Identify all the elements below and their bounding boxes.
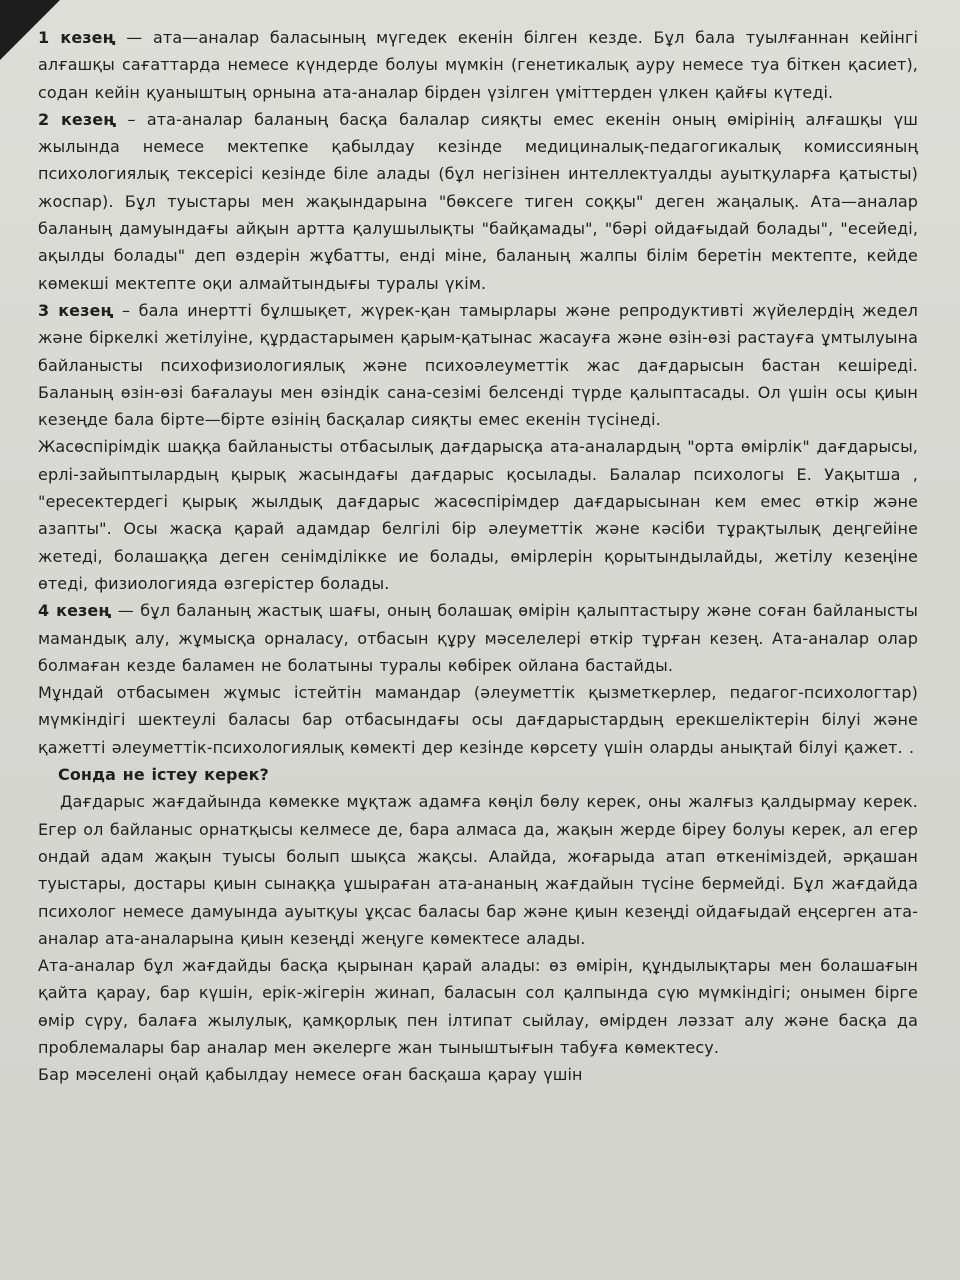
stage-4-text: — бұл баланың жастық шағы, оның болашақ өмірін қалыптастыру және соған байланысты мамандық алу, жұмысқа орналасу, отбасын құру мәселелері өткір тұрған кезең. Ата-аналар олар болмаған кезде баламен не болатыны туралы көбірек ойлана бастайды. bbox=[38, 601, 919, 675]
paragraph-stage-3 bbox=[38, 297, 918, 433]
paragraph-specialists: Мұндай отбасымен жұмыс істейтін мамандар (әлеуметтік қызметкерлер, педагог-психологтар) мүмкіндігі шектеулі баласы бар отбасындағы осы дағдарыстардың ерекшеліктерін білуі және қажетті әлеуметтік-психологиялық көмекті дер кезінде көрсету үшін оларды анықтай білуі қажет. . bbox=[38, 683, 918, 757]
paragraph-crisis-help: Дағдарыс жағдайында көмекке мұқтаж адамға көңіл бөлу керек, оны жалғыз қалдырмау керек. Егер ол байланыс орнатқысы келмесе де, бара алмаса да, жақын жерде біреу болуы керек, ал егер ондай адам жақын туысы болып шықса жақсы. Алайда, жоғарыда атап өткеніміздей, әрқашан туыстары, достары қиын сынаққа ұшыраған ата-ананың жағдайын түсіне бермейді. Бұл жағдайда психолог немесе дамуында ауытқуы ұқсас баласы бар және қиын кезеңді ойдағыдай еңсерген ата-аналар ата-аналарына қиын кезеңді жеңуге көмектесе алады. bbox=[38, 792, 918, 948]
paragraph-stage-2 bbox=[38, 106, 918, 297]
paragraph-parents-view: Ата-аналар бұл жағдайды басқа қырынан қарай алады: өз өмірін, құндылықтары мен болашағын қайта қарау, бар күшін, ерік-жігерін жинап, баласын сол қалпында сүю мүмкіндігі; онымен бірге өмір сүру, балаға жылулық, қамқорлық пен ілтипат сыйлау, өмірден ләззат алу және басқа да проблемалары бар аналар мен әкелерге жан тыныштығын табуға көмектесу. bbox=[38, 956, 918, 1057]
section-heading: Сонда не істеу керек? bbox=[58, 765, 269, 785]
paragraph-teen-crisis: Жасөспірімдік шаққа байланысты отбасылық дағдарысқа ата-аналардың "орта өмірлік" дағдарысы, ерлі-зайыптылардың қырық жасындағы дағдарыс қосылады. Балалар психологы Е. Уақытша , "ересектердегі қырық жылдық дағдарыс жасөспірімдер дағдарысынан кем емес өткір және азапты". Осы жасқа қарай адамдар белгілі бір әлеуметтік және кәсіби тұрақтылық деңгейіне жетеді, болашаққа деген сенімділікке ие болады, өмірлерін қорытындылайды, жетілу кезеңіне өтеді, физиологияда өзгерістер болады. bbox=[38, 437, 918, 593]
stage-3-text: – бала инертті бұлшықет, жүрек-қан тамырлары және репродуктивті жүйелердің жедел және біркелкі жетілуіне, құрдастарымен қарым-қатынас жасауға және өзін-өзі растауға ұмтылуына байланысты психофизиологиялық және психоәлеуметтік жас дағдарысын бастан кешіреді. Баланың өзін-өзі бағалауы мен өзіндік сана-сезімі белсенді түрде қалыптасады. Ол үшін осы қиын кезеңде бала бірте—бірте өзінің басқалар сияқты емес екенін түсінеді. bbox=[38, 300, 919, 430]
stage-2-label: 2 кезең bbox=[38, 109, 117, 129]
document-body bbox=[38, 24, 918, 1089]
stage-2-text: – ата-аналар баланың басқа балалар сияқты емес екенін оның өмірінің алғашқы үш жылында немесе мектепке қабылдау кезінде медициналық-педагогикалық комиссияның психологиялық тексерісі кезінде біле алады (бұл негізінен интеллектуалды ауытқуларға қатысты) жоспар). Бұл туыстары мен жақындарына "бөксеге тиген соққы" деген жаңалық. Ата—аналар баланың дамуындағы айқын артта қалушылықты "байқамады", "бәрі ойдағыдай болады", "есейеді, ақылды болады" деп өздерін жұбатты, енді міне, баланың жалпы білім беретін мектепте, кейде көмекші мектепте оқи алмайтындығы туралы үкім. bbox=[38, 109, 918, 293]
paragraph-last-line: Бар мәселені оңай қабылдау немесе оған басқаша қарау үшін bbox=[38, 1065, 583, 1085]
stage-1-text: — ата—аналар баласының мүгедек екенін білген кезде. Бұл бала туылғаннан кейінгі алғашқы сағаттарда немесе күндерде болуы мүмкін (генетикалық ауру немесе туа біткен қасиет), содан кейін қуаныштың орнына ата-аналар бірден үзілген үміттерден үлкен қайғы күтеді. bbox=[38, 28, 919, 102]
stage-1-label: 1 кезең bbox=[38, 28, 116, 47]
stage-3-label: 3 кезең bbox=[38, 300, 114, 320]
paragraph-stage-1 bbox=[38, 24, 918, 106]
stage-4-label: 4 кезең bbox=[38, 601, 112, 621]
paragraph-stage-4 bbox=[38, 597, 918, 679]
